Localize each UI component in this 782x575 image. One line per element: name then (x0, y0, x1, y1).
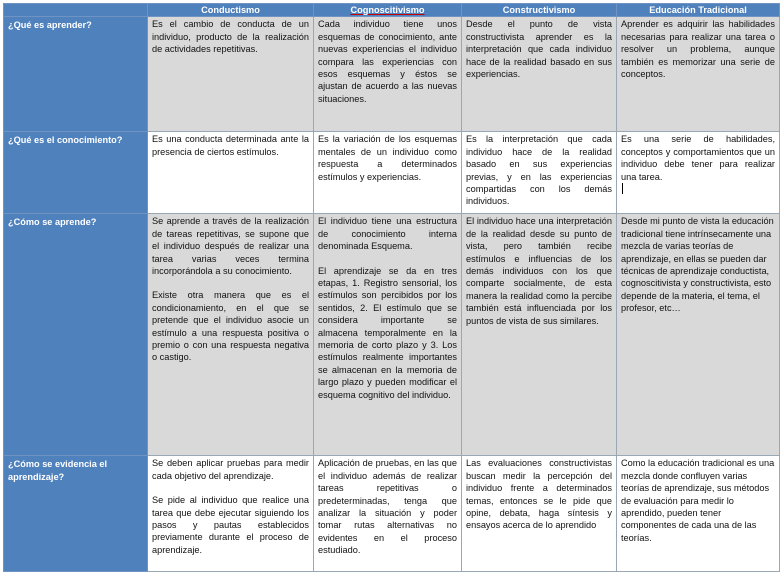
table-row (4, 214, 780, 456)
cell-conductismo (148, 17, 314, 132)
row-question: ¿Qué es el conocimiento? (4, 132, 148, 214)
header-cognoscitivismo (314, 4, 462, 17)
header-conductismo: Conductismo (148, 4, 314, 17)
cell-paragraph: El individuo tiene una estructura de conocimiento interna denominada Esquema. (318, 216, 457, 252)
cell-paragraph: Desde el punto de vista constructivista aprender es la interpretación que cada individuo hace de la realidad basado en sus experiencias. (466, 19, 612, 80)
cell-paragraph: Aprender es adquirir las habilidades necesarias para realizar una tarea o resolver un problema, aunque también es memorizar una serie de conceptos. (621, 19, 775, 80)
cell-paragraph: Cada individuo tiene unos esquemas de conocimiento, ante nuevas experiencias el individuo compara las experiencias con esos esquemas y éstos se ajustan de acuerdo a las nuevas situaciones. (318, 19, 457, 104)
cell-educacion-tradicional (617, 132, 780, 214)
cell-educacion-tradicional (617, 214, 780, 456)
cell-conductismo (148, 132, 314, 214)
cell-paragraph: Desde mi punto de vista la educación tradicional tiene intrínsecamente una mezcla de varias teorías de aprendizaje, en ellas se pueden dar técnicas de aprendizaje conductista, cognoscitivista y constructivista, esto depende de la materia, el tema, el profesor, etc… (621, 216, 774, 314)
cell-paragraph: Se pide al individuo que realice una tarea que debe ejecutar siguiendo los pasos y pautas establecidos previamente durante el proceso de aprendizaje. (152, 495, 309, 555)
row-question: ¿Qué es aprender? (4, 17, 148, 132)
cell-paragraph: Es el cambio de conducta de un individuo, producto de la realización de actividades repetitivas. (152, 19, 309, 55)
header-cognoscitivismo-label: Cognoscitivismo (350, 5, 425, 15)
cell-paragraph: El aprendizaje se da en tres etapas, 1. Registro sensorial, los estímulos son percibidos por los sentidos, 2. El estímulo que se considera importante se almacena temporalmente en la memoria de corto plazo y 3. Los estímulos realmente importantes se almacenan en la memoria de largo plazo y pueden modificar el esquema cognitivo del individuo. (318, 265, 457, 400)
header-corner (4, 4, 148, 17)
header-educacion-tradicional: Educación Tradicional (617, 4, 780, 17)
row-question: ¿Cómo se evidencia el aprendizaje? (4, 456, 148, 572)
cell-paragraph: El individuo hace una interpretación de la realidad desde su punto de vista, pero también recibe estímulos e influencias de los demás individuos con los que comparte socialmente, de esta manera la realidad como la percibe también está influenciada por los puntos de vista de sus similares. (466, 216, 612, 326)
cell-constructivismo (462, 17, 617, 132)
table-row (4, 456, 780, 572)
comparison-table (3, 3, 780, 572)
cell-paragraph: Se aprende a través de la realización de tareas repetitivas, se supone que el individuo después de realizar una tarea varias veces termina incorporándola a su conocimiento. (152, 216, 309, 277)
table-row (4, 132, 780, 214)
cell-educacion-tradicional (617, 17, 780, 132)
text-cursor (622, 183, 623, 194)
cell-paragraph: Es una conducta determinada ante la presencia de ciertos estímulos. (152, 134, 309, 157)
row-question: ¿Cómo se aprende? (4, 214, 148, 456)
cell-paragraph: Es la variación de los esquemas mentales de un individuo como respuesta a determinados estímulos y experiencias. (318, 134, 457, 182)
cell-cognoscitivismo (314, 214, 462, 456)
cell-cognoscitivismo (314, 17, 462, 132)
cell-paragraph: Se deben aplicar pruebas para medir cada objetivo del aprendizaje. (152, 458, 309, 481)
cell-educacion-tradicional (617, 456, 780, 572)
cell-constructivismo (462, 456, 617, 572)
cell-cognoscitivismo (314, 132, 462, 214)
cell-paragraph: Es una serie de habilidades, conceptos y comportamientos que un individuo debe tener para realizar una tarea. (621, 134, 775, 182)
cell-constructivismo (462, 214, 617, 456)
header-row (4, 4, 780, 17)
cell-paragraph: Aplicación de pruebas, en las que el individuo además de realizar tareas repetitivas o predeterminadas, tenga que analizar la situación y poder tomar rutas alternativas no evidentes en el proceso estudiado. (318, 458, 457, 556)
cell-paragraph: Como la educación tradicional es una mezcla donde confluyen varias teorías de aprendizaje, sus métodos de evaluación para medir lo aprendido, pueden tener componentes de cada una de las teorías. (621, 458, 775, 543)
header-constructivismo: Constructivismo (462, 4, 617, 17)
cell-constructivismo (462, 132, 617, 214)
cell-conductismo (148, 456, 314, 572)
cell-paragraph: Es la interpretación que cada individuo hace de la realidad basado en sus experiencias previas, y en las experiencias compartidas con los demás individuos. (466, 134, 612, 207)
cell-paragraph: Las evaluaciones constructivistas buscan medir la percepción del individuo frente a determinados temas, entonces se le pide que opine, debata, haga síntesis y ensayos acerca de lo aprendido (466, 458, 612, 531)
cell-cognoscitivismo (314, 456, 462, 572)
cell-paragraph: Existe otra manera que es el condicionamiento, en el que se pretende que el individuo asocie un estímulo a una respuesta positiva o premio o con una respuesta negativa o castigo. (152, 290, 309, 363)
cell-conductismo (148, 214, 314, 456)
table-row (4, 17, 780, 132)
